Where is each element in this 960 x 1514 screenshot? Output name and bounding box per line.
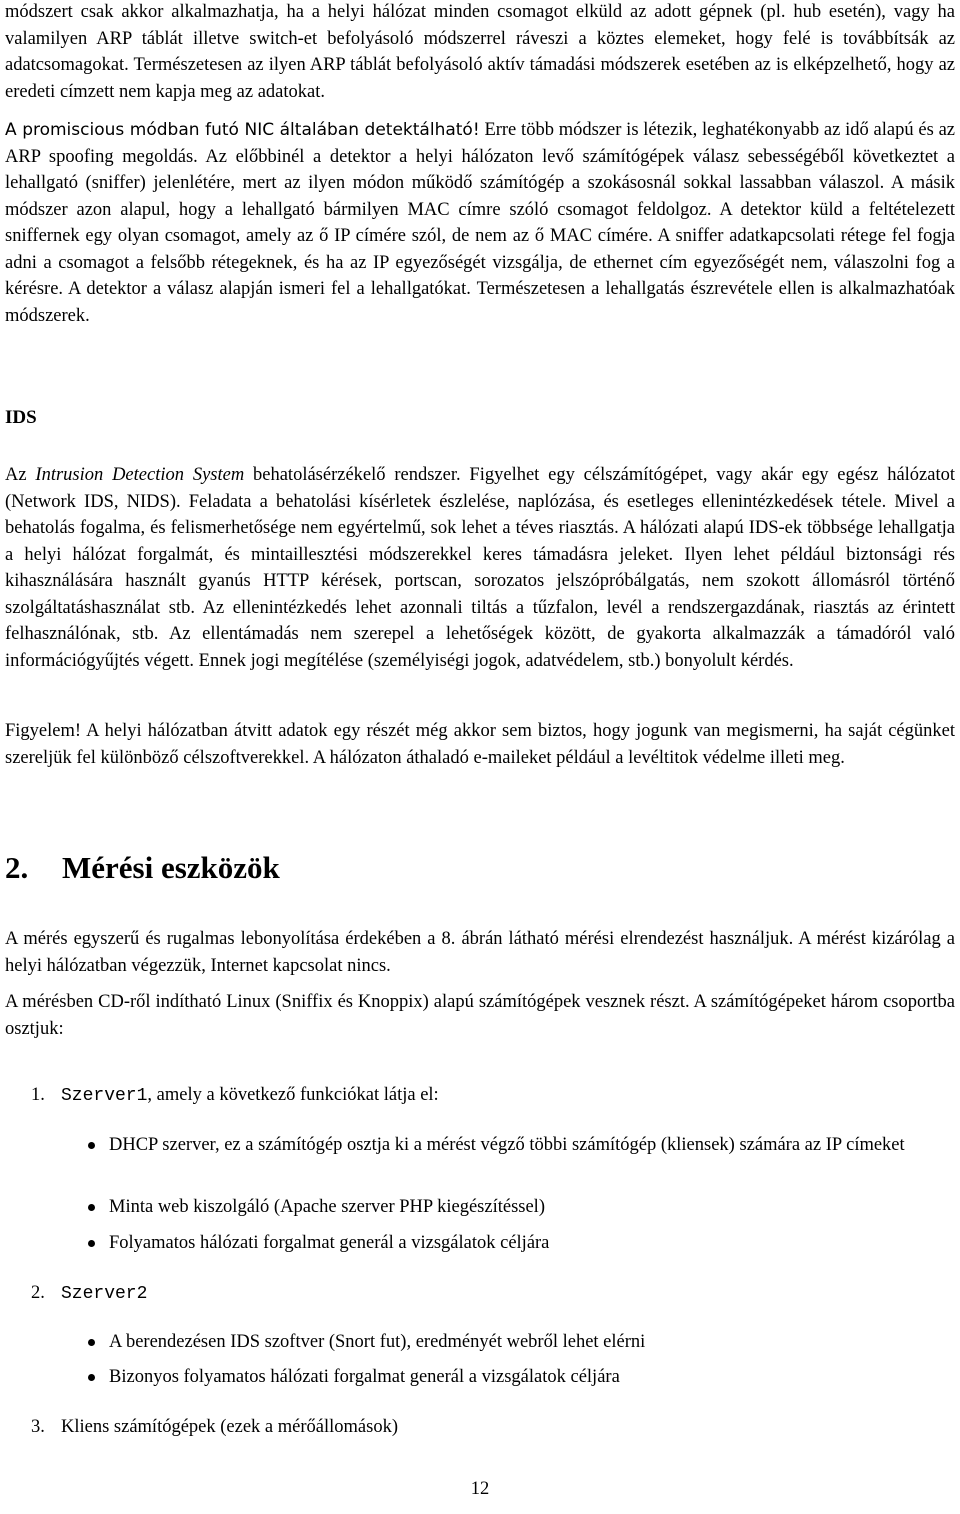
section-heading — [5, 848, 280, 888]
list-item-text: Kliens számítógépek (ezek a mérőállomások) — [61, 1417, 398, 1437]
list-item-number: 2. — [31, 1283, 45, 1303]
paragraph-computer-groups: A mérésben CD-ről indítható Linux (Sniffix és Knoppix) alapú számítógépek vesznek részt. A számítógépeket három csoportba osztjuk: — [5, 992, 955, 1039]
list-item-description: , amely a következő funkciókat látja el: — [147, 1085, 439, 1105]
ids-term-emphasis: Intrusion Detection System — [35, 465, 245, 485]
bullet-icon — [88, 1204, 95, 1211]
section-number: 2. — [5, 850, 29, 885]
paragraph-promiscuous-detection — [5, 117, 955, 329]
paragraph-ids-description — [5, 462, 955, 674]
promiscuous-lead-sentence: A promiscious módban futó NIC általában detektálható! — [5, 120, 480, 140]
bullet-text: Folyamatos hálózati forgalmat generál a vizsgálatok céljára — [109, 1233, 550, 1253]
server-name-code: Szerver1 — [61, 1086, 148, 1106]
paragraph-warning: Figyelem! A helyi hálózatban átvitt adatok egy részét még akkor sem biztos, hogy jogunk van megismerni, ha saját cégünket szereljük fel különböző célszoftverekkel. A hálózaton áthaladó e-maileket például a levéltitok védelme illeti meg. — [5, 721, 955, 768]
ids-heading: IDS — [5, 407, 37, 428]
section-title: Mérési eszközök — [62, 850, 280, 885]
bullet-text: Bizonyos folyamatos hálózati forgalmat generál a vizsgálatok céljára — [109, 1367, 620, 1387]
promiscuous-rest-text: Erre több módszer is létezik, leghatékonyabb az idő alapú és az ARP spoofing megoldás. Az előbbinél a detektor a helyi hálózaton levő számítógépek válasz sebességéből következtet a lehallgató (sniffer) jelenlétére, mert az ilyen módon működő számítógép a szokásosnál sokkal lassabban válaszol. A másik módszer azon alapul, hogy a lehallgató bármilyen MAC címre szóló csomagot feldolgoz. A detektor küld a feltételezett sniffernek egy olyan csomagot, amely az ő IP címére szól, de nem az ő MAC címére. A sniffer adatkapcsolati rétege fel fogja adni a csomagot a felsőbb rétegeknek, és ha az IP egyezőségét vizsgálja, de ethernet cím egyezőségét nem, válaszolni fog a kérésre. A detektor a válasz alapján ismeri fel a lehallgatókat. Természetesen a lehallgatás észrevétele ellen is alkalmazhatóak módszerek. — [5, 120, 955, 326]
ids-text-start: Az — [5, 465, 36, 485]
paragraph-sniffer-methods: módszert csak akkor alkalmazhatja, ha a helyi hálózat minden csomagot elküld az adott gépnek (pl. hub esetén), vagy ha valamilyen ARP táblát illetve switch-et befolyásoló módszerrel ráveszi a köztes elemeket, hogy felé is továbbítsák az adatcsomagokat. Természetesen az ilyen ARP táblát befolyásoló aktív támadási módszerek esetében az is elképzelhető, hogy az eredeti címzett nem kapja meg az adatokat. — [5, 2, 955, 102]
paragraph-measurement-setup: A mérés egyszerű és rugalmas lebonyolítása érdekében a 8. ábrán látható mérési elrendezést használjuk. A mérést kizárólag a helyi hálózatban végezzük, Internet kapcsolat nincs. — [5, 929, 955, 976]
bullet-icon — [88, 1339, 95, 1346]
list-item-number: 3. — [31, 1417, 45, 1437]
bullet-text: A berendezésen IDS szoftver (Snort fut), eredményét webről lehet elérni — [109, 1332, 646, 1352]
list-item-text — [61, 1082, 439, 1110]
bullet-text: DHCP szerver, ez a számítógép osztja ki a mérést végző többi számítógép (kliensek) számára az IP címeket — [109, 1135, 905, 1155]
bullet-text: Minta web kiszolgáló (Apache szerver PHP kiegészítéssel) — [109, 1197, 545, 1217]
ids-text-rest: behatolásérzékelő rendszer. Figyelhet egy célszámítógépet, vagy akár egy egész hálózatot (Network IDS, NIDS). Feladata a behatolási kísérletek észlelése, naplózása, és esetleges ellenintézkedések tétele. Mivel a behatolás fogalma, és felismerhetősége nem egyértelmű, sok lehet a téves riasztás. A hálózati alapú IDS-ek többsége lehallgatja a helyi hálózat forgalmát, és mintaillesztési módszerekkel keres támadásra jeleket. Ilyen lehet például biztonsági rés kihasználására használt gyanús HTTP kérések, portscan, sorozatos jelszópróbálgatás, nem szokott állomásról történő szolgáltatáshasználat stb. Az ellenintézkedés lehet azonnali tiltás a tűzfalon, levél a rendszergazdának, riasztás az érintett felhasználónak, stb. Az ellentámadás nem szerepel a lehetőségek között, de gyakorta alkalmazzák a támadóról való információgyűjtés végett. Ennek jogi megítélése (személyiségi jogok, adatvédelem, stb.) bonyolult kérdés. — [5, 465, 955, 671]
bullet-icon — [88, 1374, 95, 1381]
list-item-text — [61, 1280, 147, 1308]
page-number: 12 — [470, 1479, 490, 1499]
server-name-code: Szerver2 — [61, 1284, 148, 1304]
bullet-icon — [88, 1142, 95, 1149]
list-item-number: 1. — [31, 1085, 45, 1105]
bullet-icon — [88, 1240, 95, 1247]
